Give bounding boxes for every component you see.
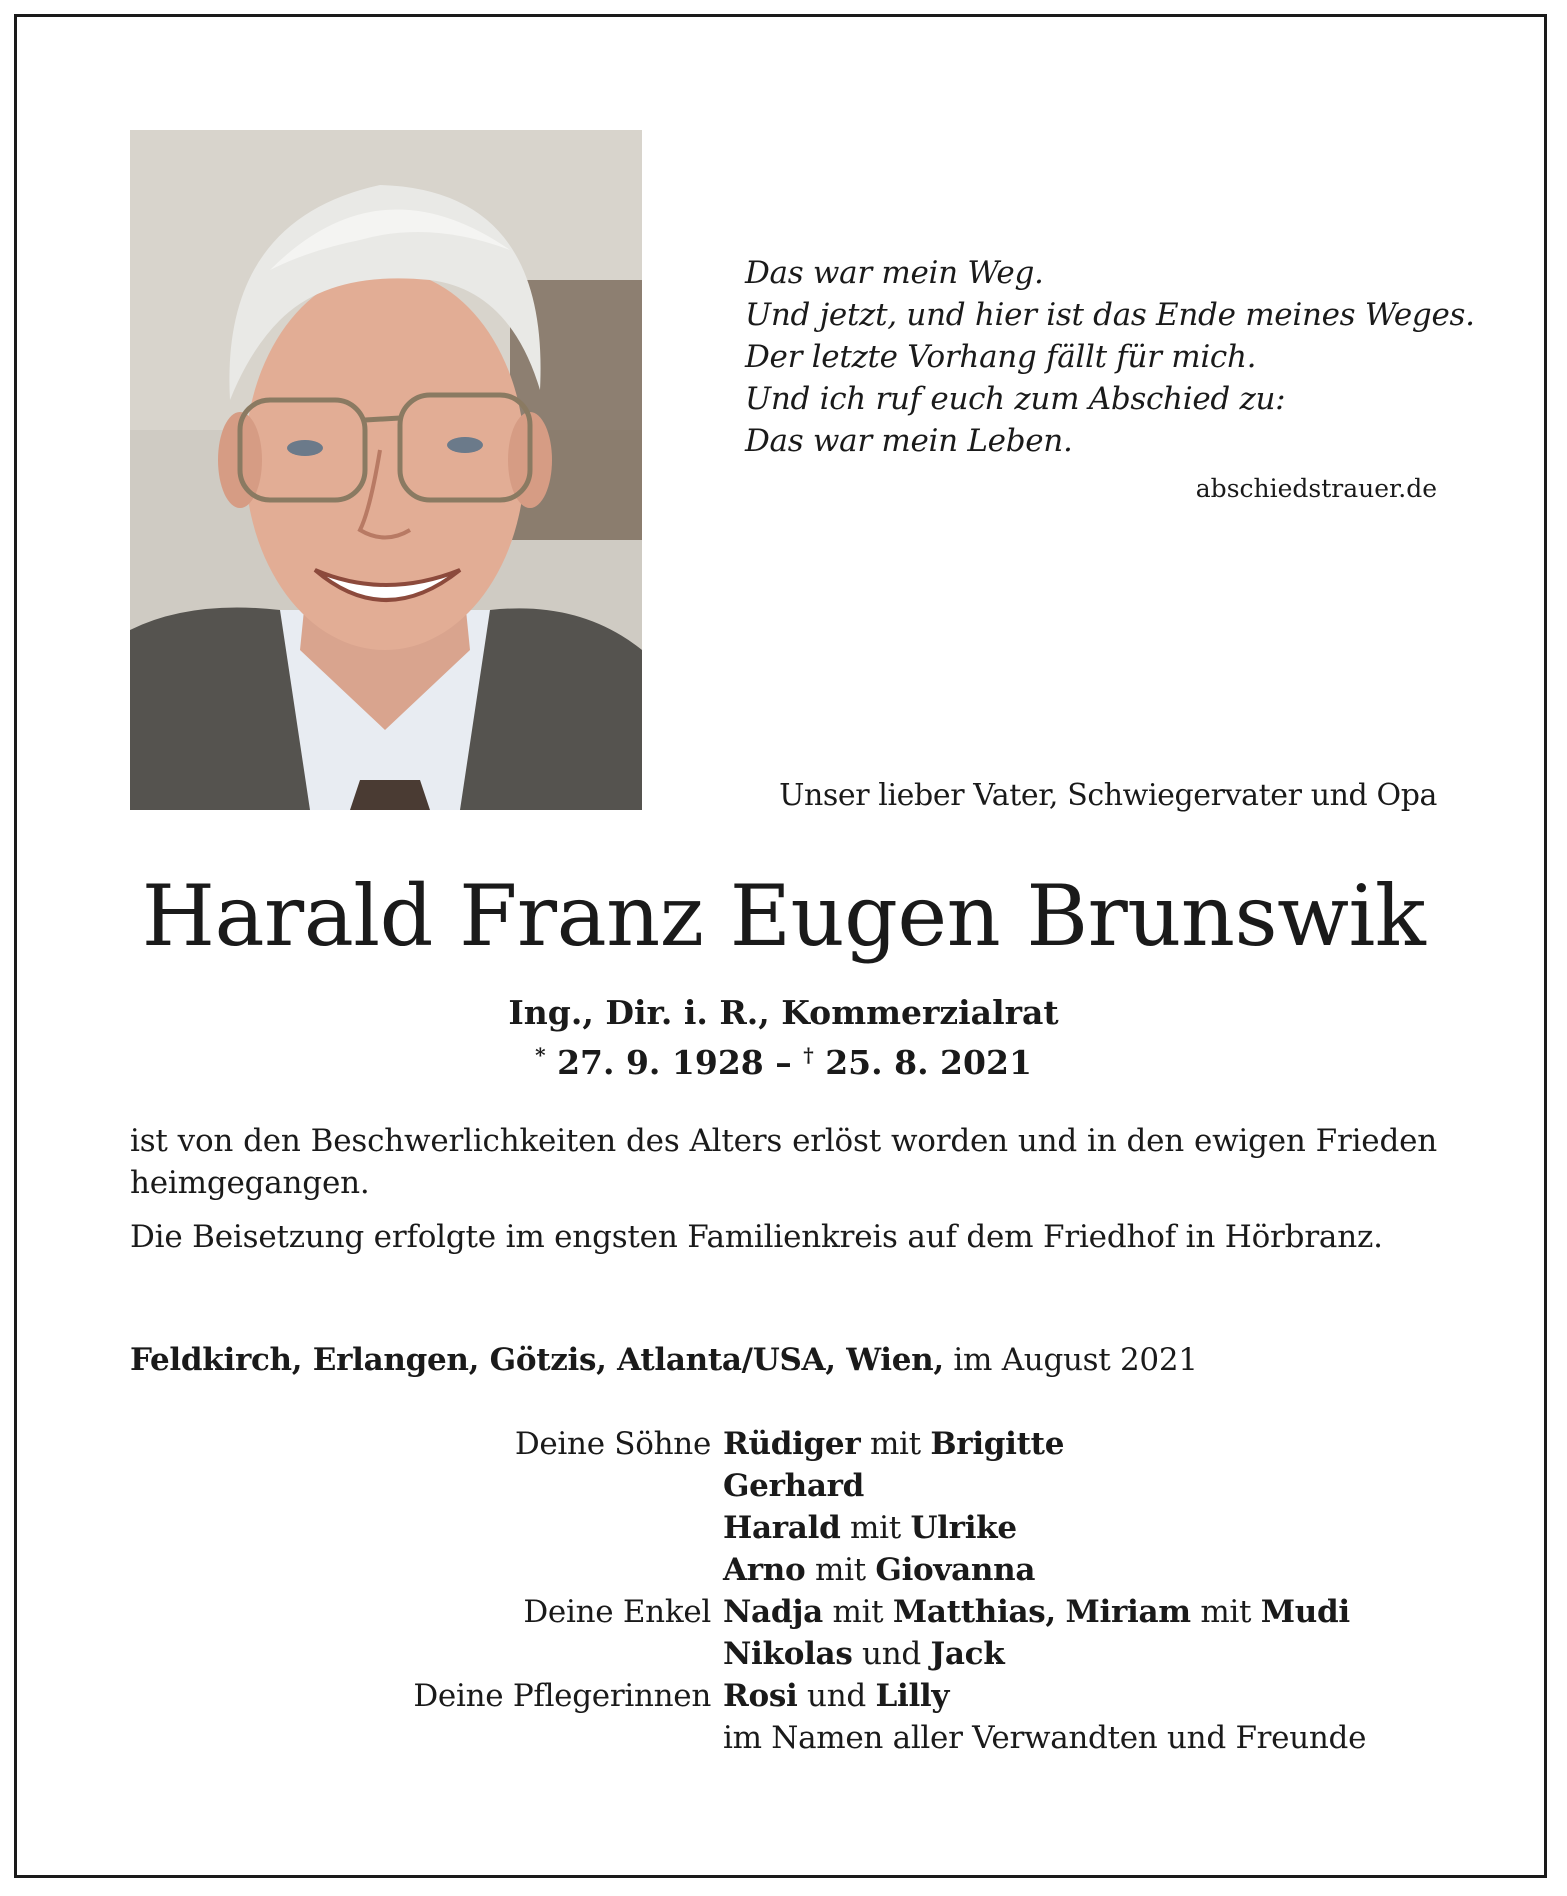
family-name: Jack <box>930 1636 1005 1672</box>
poem-line: Der letzte Vorhang fällt für mich. <box>745 339 1257 375</box>
family-name: Ulrike <box>910 1510 1017 1546</box>
family-row <box>130 1675 1437 1717</box>
paragraph-passing: ist von den Beschwerlichkeiten des Alters erlöst worden und in den ewigen Frieden heimgegangen. <box>130 1123 1437 1201</box>
family-connector: mit <box>814 1552 866 1588</box>
intro-line: Unser lieber Vater, Schwiegervater und Opa <box>779 778 1437 813</box>
family-connector: mit <box>869 1426 921 1462</box>
poem <box>745 252 1475 462</box>
month-year: im August 2021 <box>943 1342 1198 1378</box>
family-connector: mit <box>832 1594 884 1630</box>
family-name: Matthias, <box>892 1594 1056 1630</box>
date-separator: – <box>775 1043 792 1082</box>
paragraph-burial: Die Beisetzung erfolgte im engsten Familienkreis auf dem Friedhof in Hörbranz. <box>130 1219 1383 1255</box>
poem-line: Und ich ruf euch zum Abschied zu: <box>745 381 1286 417</box>
death-date: 25. 8. 2021 <box>825 1043 1032 1082</box>
family-name: Lilly <box>875 1678 950 1714</box>
family-connector: und <box>862 1636 921 1672</box>
portrait-image <box>130 130 642 810</box>
family-label-sons: Deine Söhne <box>514 1426 711 1462</box>
places-list: Feldkirch, Erlangen, Götzis, Atlanta/USA, Wien, <box>130 1342 944 1378</box>
family-label-carers: Deine Pflegerinnen <box>413 1678 711 1714</box>
family-row <box>130 1549 1437 1591</box>
family-row <box>130 1717 1437 1759</box>
family-connector: mit <box>1200 1594 1252 1630</box>
places-date <box>130 1342 1198 1378</box>
family-name: Mudi <box>1260 1594 1350 1630</box>
family-name: Miriam <box>1065 1594 1191 1630</box>
family-name: Nikolas <box>723 1636 853 1672</box>
family-closing: im Namen aller Verwandten und Freunde <box>723 1720 1367 1756</box>
family-row <box>130 1591 1437 1633</box>
birth-symbol: * <box>535 1043 546 1067</box>
family-row <box>130 1465 1437 1507</box>
portrait-photo <box>130 130 642 810</box>
death-symbol: † <box>803 1043 814 1067</box>
family-connector: und <box>807 1678 866 1714</box>
family-connector: mit <box>850 1510 901 1546</box>
family-name: Harald <box>723 1510 841 1546</box>
poem-line: Das war mein Weg. <box>745 255 1044 291</box>
family-name: Brigitte <box>930 1426 1065 1462</box>
deceased-name: Harald Franz Eugen Brunswik <box>141 867 1426 965</box>
family-name: Arno <box>723 1552 806 1588</box>
birth-date: 27. 9. 1928 <box>557 1043 764 1082</box>
family-name: Rüdiger <box>723 1426 861 1462</box>
family-label-grandchildren: Deine Enkel <box>523 1594 711 1630</box>
family-row <box>130 1423 1437 1465</box>
family-name: Nadja <box>723 1594 823 1630</box>
family-row <box>130 1633 1437 1675</box>
family-name: Giovanna <box>875 1552 1036 1588</box>
deceased-titles: Ing., Dir. i. R., Kommerzialrat <box>508 993 1059 1032</box>
poem-line: Das war mein Leben. <box>745 423 1073 459</box>
poem-line: Und jetzt, und hier ist das Ende meines Weges. <box>745 297 1475 333</box>
family-list <box>130 1423 1437 1759</box>
family-name: Gerhard <box>723 1468 865 1504</box>
life-dates <box>0 1034 1567 1084</box>
family-name: Rosi <box>723 1678 798 1714</box>
poem-source: abschiedstrauer.de <box>1195 474 1437 503</box>
family-row <box>130 1507 1437 1549</box>
